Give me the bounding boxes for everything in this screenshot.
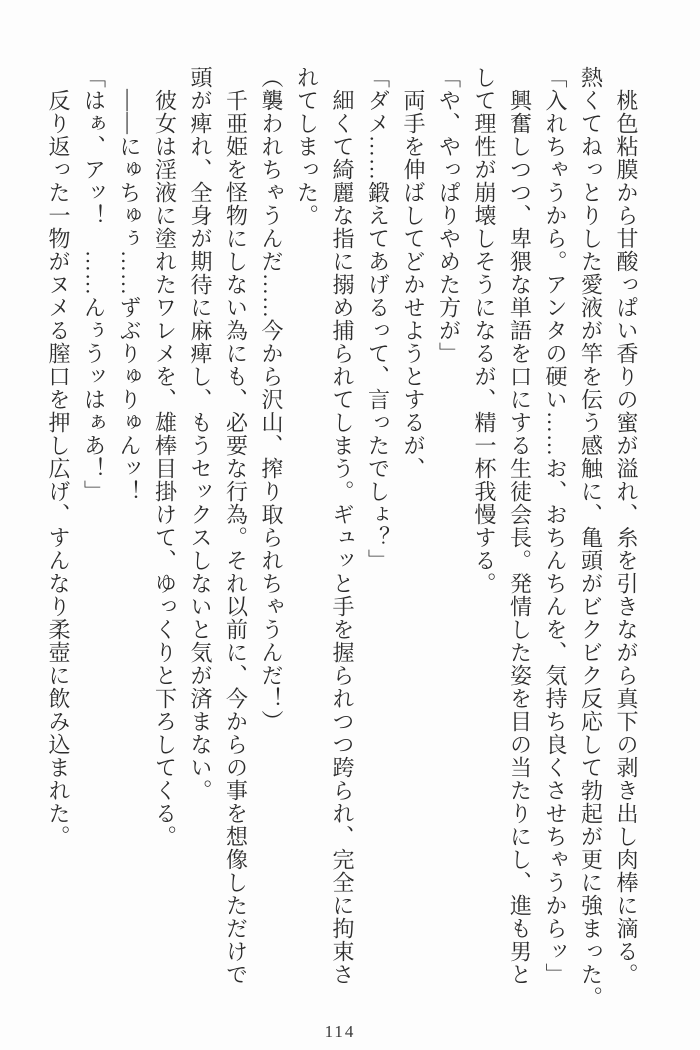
text-column: 「はぁ、アッ！ ……んぅうッはぁあ！」 bbox=[81, 66, 107, 503]
text-column: 桃色粘膜から甘酸っぱい香りの蜜が溢れ、糸を引きながら真下の剥き出し肉棒に滴る。 bbox=[614, 89, 639, 986]
page-text bbox=[41, 66, 645, 1026]
text-column: 細くて綺麗な指に搦め捕られてしまう。ギュッと手を握られつつ跨られ、完全に拘束さ bbox=[330, 89, 355, 986]
text-column: して理性が崩壊しそうになるが、精一杯我慢する。 bbox=[472, 66, 497, 595]
text-column: 「ダメ……鍛えてあげるって、言ったでしょ？」 bbox=[365, 66, 391, 572]
text-column: 頭が痺れ、全身が期待に麻痺し、もうセックスしないと気が済まない。 bbox=[188, 66, 213, 802]
text-column: ――にゅちゅぅ……ずぶりゅりゅんッ！ bbox=[117, 89, 142, 503]
text-column: 彼女は淫液に塗れたワレメを、雄棒目掛けて、ゆっくりと下ろしてくる。 bbox=[152, 89, 178, 848]
text-column: 反り返った一物がヌメる膣口を押し広げ、すんなり柔壺に飲み込まれた。 bbox=[46, 89, 71, 848]
text-column: 「や、やっぱりやめた方が」 bbox=[436, 66, 462, 365]
page-number: 114 bbox=[324, 1022, 356, 1041]
text-column: 熱くてねっとりした愛液が竿を伝う感触に、亀頭がビクビク反応して勃起が更に強まった。 bbox=[578, 66, 604, 1009]
text-column: 興奮しつつ、卑猥な単語を口にする生徒会長。発情した姿を目の当たりにし、進も男と bbox=[507, 89, 533, 986]
text-column: 両手を伸ばしてどかせようとするが、 bbox=[401, 89, 426, 480]
text-column: 千亜姫を怪物にしない為にも、必要な行為。それ以前に、今からの事を想像しただけで bbox=[223, 89, 249, 986]
text-column: 「入れちゃうから。アンタの硬い……お、おちんちんを、気持ち良くさせちゃうからッ」 bbox=[543, 66, 568, 986]
text-column: れてしまった。 bbox=[294, 66, 320, 227]
text-column: （襲われちゃうんだ……今から沢山、搾り取られちゃうんだ！） bbox=[259, 66, 284, 733]
